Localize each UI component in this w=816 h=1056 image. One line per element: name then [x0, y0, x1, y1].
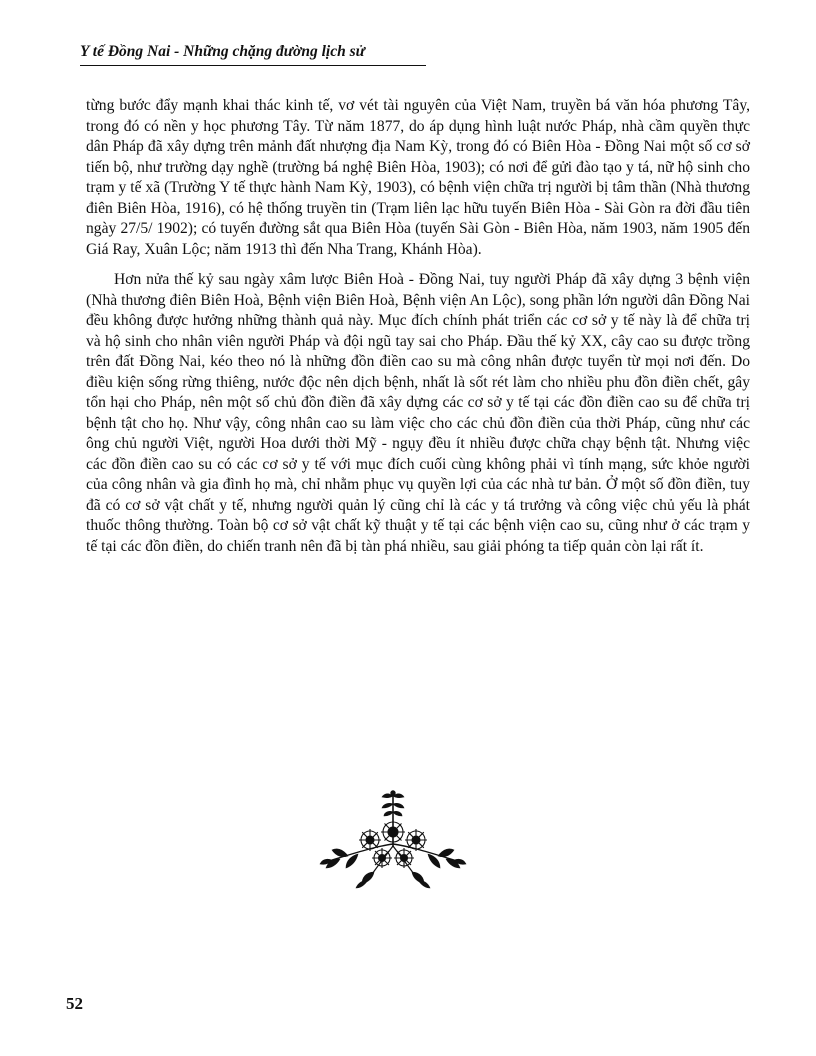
floral-ornament-icon [318, 788, 468, 892]
paragraph-1: từng bước đẩy mạnh khai thác kinh tế, vơ vét tài nguyên của Việt Nam, truyền bá văn hóa phương Tây, trong đó có nền y học phương Tây. Từ năm 1877, do áp dụng hình luật nước Pháp, nhà cầm quyền thực dân Pháp đã xây dựng trên mảnh đất nhượng địa Nam Kỳ, trong đó có Biên Hòa - Đồng Nai một số cơ sở tiến bộ, như trường dạy nghề (trường bá nghệ Biên Hòa, 1903); có nơi để gửi đào tạo y tá, nữ hộ sinh cho trạm y tế xã (Trường Y tế thực hành Nam Kỳ, 1903), có bệnh viện chữa trị người bị tâm thần (Nhà thương điên Biên Hòa, 1916), có hệ thống truyền tin (Trạm liên lạc hữu tuyến Biên Hòa - Sài Gòn ra đời đầu tiên ngày 27/5/ 1902); có tuyến đường sắt qua Biên Hòa (tuyến Sài Gòn - Biên Hòa, năm 1903, năm 1905 đến Giá Ray, Xuân Lộc; năm 1913 thì đến Nha Trang, Khánh Hòa). [86, 97, 750, 258]
body-text [86, 96, 750, 557]
paragraph-2: Hơn nửa thế kỷ sau ngày xâm lược Biên Hoà - Đồng Nai, tuy người Pháp đã xây dựng 3 bệnh viện (Nhà thương điên Biên Hoà, Bệnh viện Biên Hoà, Bệnh viện An Lộc), song phần lớn người dân Đồng Nai đều không được hưởng những thành quả này. Mục đích chính phát triển các cơ sở y tế này là để chữa trị và hộ sinh cho nhân viên người Pháp và đội ngũ tay sai cho Pháp. Đầu thế kỷ XX, cây cao su được trồng trên đất Đồng Nai, kéo theo nó là những đồn điền cao su mà công nhân được tuyển từ mọi nơi đến. Do điều kiện sống rừng thiêng, nước độc nên dịch bệnh, nhất là sốt rét làm cho nhiều phu đồn điền chết, gây tổn hại cho Pháp, nên một số chủ đồn điền đã xây dựng các cơ sở y tế tại các đồn điền cao su để chữa trị bệnh tật cho họ. Như vậy, công nhân cao su làm việc cho các chủ đồn điền của thời Pháp, cũng như các ông chủ người Việt, người Hoa dưới thời Mỹ - ngụy đều ít nhiều được chữa chạy bệnh tật. Nhưng việc các đồn điền cao su có các cơ sở y tế với mục đích cuối cùng không phải vì tính mạng, sức khỏe người của công nhân và gia đình họ mà, chỉ nhằm phục vụ quyền lợi của các nhà tư bản. Ở một số đồn điền, tuy đã có cơ sở vật chất y tế, nhưng người quản lý cũng chỉ là các y tá trưởng và công việc chủ yếu là phát thuốc thông thường. Toàn bộ cơ sở vật chất kỹ thuật y tế tại các bệnh viện cao su, cũng như ở các trạm y tế tại các đồn điền, do chiến tranh nên đã bị tàn phá nhiều, sau giải phóng ta tiếp quản còn lại rất ít. [86, 271, 750, 555]
header-underline [80, 65, 426, 66]
running-header-title: Y tế Đồng Nai - Những chặng đường lịch sử [80, 43, 365, 60]
page-number: 52 [66, 994, 83, 1013]
